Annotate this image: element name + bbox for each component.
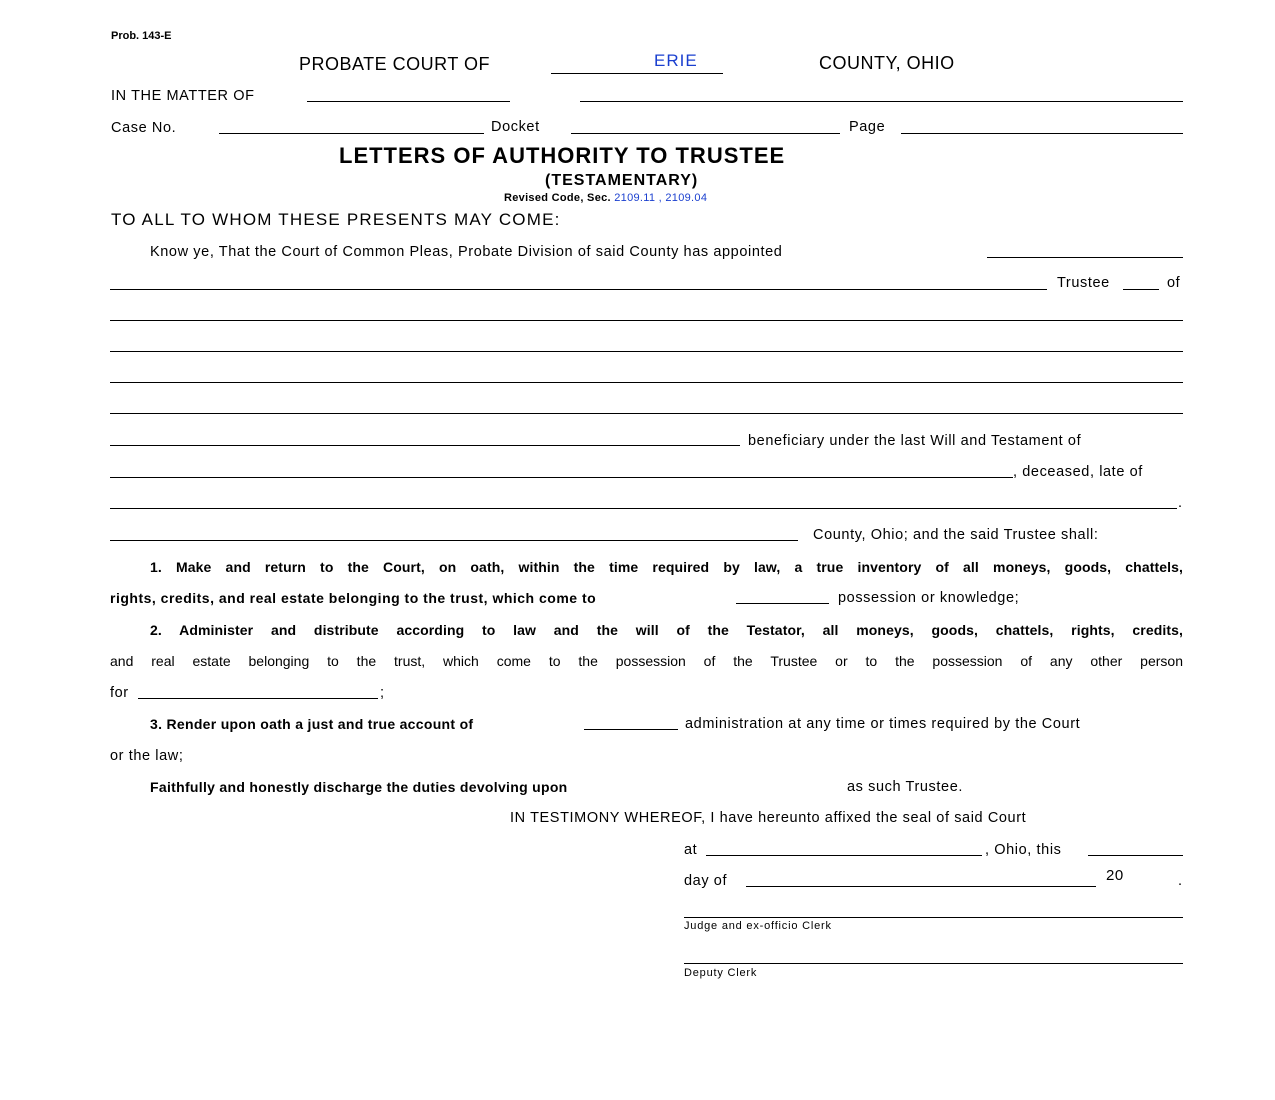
matter-field-line-2[interactable]	[580, 101, 1183, 102]
item-1-line-b-post: possession or knowledge;	[838, 590, 1020, 606]
county-field-line	[551, 73, 723, 74]
day-of-label: day of	[684, 873, 728, 889]
item-1-line-a: 1. Make and return to the Court, on oath, within the time required by law, a true inventory of all moneys, goods, chattels,	[150, 559, 1183, 575]
blank-line-3[interactable]	[110, 382, 1183, 383]
deputy-signature-line[interactable]	[684, 963, 1183, 964]
greeting: TO ALL TO WHOM THESE PRESENTS MAY COME:	[111, 210, 561, 229]
case-label: Case No.	[111, 120, 177, 136]
place-field-line[interactable]	[706, 855, 982, 856]
residence-field-line[interactable]	[110, 508, 1177, 509]
item-2-line-c-pre: for	[110, 685, 129, 701]
matter-label: IN THE MATTER OF	[111, 88, 255, 104]
court-prefix: PROBATE COURT OF	[299, 54, 491, 74]
document-title: LETTERS OF AUTHORITY TO TRUSTEE	[339, 143, 786, 168]
testimony-text: IN TESTIMONY WHEREOF, I have hereunto affixed the seal of said Court	[510, 810, 1027, 826]
blank-line-1[interactable]	[110, 320, 1183, 321]
appointee-field-line-1[interactable]	[987, 257, 1183, 258]
docket-label: Docket	[491, 119, 540, 135]
trustee-plural-line[interactable]	[1123, 289, 1159, 290]
faithfully-pre: Faithfully and honestly discharge the duties devolving upon	[150, 779, 568, 795]
revised-code-sec-1: 2109.11	[614, 192, 656, 204]
item-1-pronoun-line[interactable]	[736, 603, 829, 604]
court-suffix: COUNTY, OHIO	[819, 53, 955, 73]
trustee-label: Trustee	[1057, 275, 1110, 291]
document-subtitle: (TESTAMENTARY)	[545, 172, 699, 189]
form-number: Prob. 143-E	[111, 30, 172, 42]
judge-signature-line[interactable]	[684, 917, 1183, 918]
county-field-value[interactable]: ERIE	[654, 51, 698, 70]
item-2-line-a: 2. Administer and distribute according to law and the will of the Testator, all moneys, goods, chattels, rights, credits,	[150, 622, 1183, 638]
item-2-line-c-post: ;	[380, 685, 385, 701]
appointed-text: Know ye, That the Court of Common Pleas, Probate Division of said County has appointed	[150, 244, 783, 260]
item-3-line-a-pre: 3. Render upon oath a just and true account of	[150, 716, 474, 732]
month-field-line[interactable]	[746, 886, 1096, 887]
item-1-line-b-pre: rights, credits, and real estate belonging to the trust, which come to	[110, 590, 597, 606]
item-3-line-b: or the law;	[110, 748, 184, 764]
of-label: of	[1167, 275, 1181, 291]
judge-label: Judge and ex-officio Clerk	[684, 920, 832, 932]
blank-line-2[interactable]	[110, 351, 1183, 352]
appointee-field-line-2[interactable]	[110, 289, 1047, 290]
deputy-label: Deputy Clerk	[684, 967, 758, 979]
county-residence-line[interactable]	[110, 540, 798, 541]
at-label: at	[684, 842, 698, 858]
revised-code-sec-2: 2109.04	[665, 192, 708, 204]
day-field-line[interactable]	[1088, 855, 1183, 856]
blank-line-4[interactable]	[110, 413, 1183, 414]
page-field-line[interactable]	[901, 133, 1183, 134]
item-3-pronoun-line[interactable]	[584, 729, 678, 730]
ohio-this: , Ohio, this	[985, 842, 1062, 858]
beneficiary-field-line[interactable]	[110, 445, 740, 446]
revised-code-separator: ,	[658, 192, 663, 204]
item-2-for-line[interactable]	[138, 698, 378, 699]
county-text: County, Ohio; and the said Trustee shall:	[813, 527, 1099, 543]
page-label: Page	[849, 119, 886, 135]
docket-field-line[interactable]	[571, 133, 840, 134]
revised-code	[504, 192, 707, 204]
deceased-text: , deceased, late of	[1013, 464, 1143, 480]
faithfully-post: as such Trustee.	[847, 779, 963, 795]
residence-period: .	[1178, 495, 1183, 511]
beneficiary-text: beneficiary under the last Will and Testament of	[748, 433, 1082, 449]
year-prefix: 20	[1106, 867, 1124, 884]
item-2-line-b: and real estate belonging to the trust, which come to the possession of the Trustee or to the possession of any other person	[110, 653, 1183, 669]
year-suffix: .	[1178, 873, 1183, 889]
matter-field-line-1[interactable]	[307, 101, 510, 102]
case-field-line[interactable]	[219, 133, 484, 134]
item-3-line-a-post: administration at any time or times required by the Court	[685, 716, 1081, 732]
revised-code-prefix: Revised Code, Sec.	[504, 192, 611, 204]
testator-field-line[interactable]	[110, 477, 1013, 478]
